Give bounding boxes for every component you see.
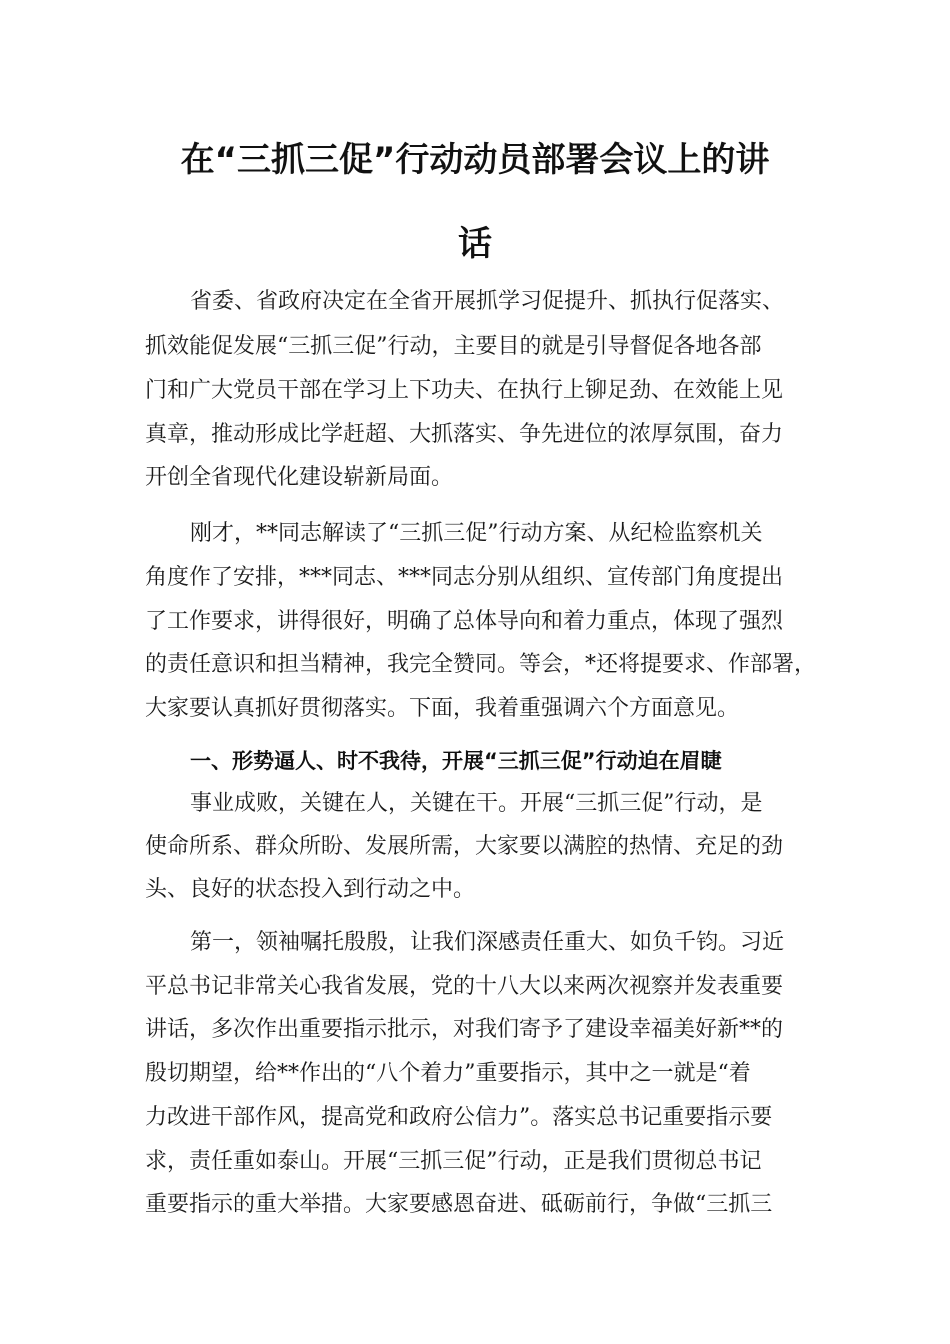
- paragraph-line: 门和广大党员干部在学习上下功夫、在执行上铆足劲、在效能上见: [145, 378, 784, 403]
- paragraph-line: 重要指示的重大举措。大家要感恩奋进、砥砺前行，争做“三抓三: [145, 1192, 773, 1217]
- section-heading: 一、形势逼人、时不我待，开展“三抓三促”行动迫在眉睫: [190, 749, 722, 773]
- paragraph-line: 平总书记非常关心我省发展，党的十八大以来两次视察并发表重要: [145, 974, 784, 999]
- paragraph-line: 讲话，多次作出重要指示批示，对我们寄予了建设幸福美好新**的: [145, 1017, 784, 1042]
- paragraph-line: 殷切期望，给**作出的“八个着力”重要指示，其中之一就是“着: [145, 1061, 751, 1086]
- paragraph-line: 事业成败，关键在人，关键在干。开展“三抓三促”行动，是: [190, 791, 763, 816]
- paragraph-line: 省委、省政府决定在全省开展抓学习促提升、抓执行促落实、: [190, 289, 785, 314]
- paragraph-line: 刚才，**同志解读了“三抓三促”行动方案、从纪检监察机关: [190, 521, 763, 546]
- paragraph-line: 大家要认真抓好贯彻落实。下面，我着重强调六个方面意见。: [145, 696, 740, 721]
- paragraph-line: 开创全省现代化建设崭新局面。: [145, 465, 454, 490]
- paragraph-line: 的责任意识和担当精神，我完全赞同。等会，*还将提要求、作部署，: [145, 652, 817, 677]
- document-title-line-2: 话: [458, 224, 492, 264]
- paragraph-line: 了工作要求，讲得很好，明确了总体导向和着力重点，体现了强烈: [145, 609, 784, 634]
- paragraph-line: 力改进干部作风，提高党和政府公信力”。落实总书记重要指示要: [145, 1105, 773, 1130]
- document-title-line-1: 在“三抓三促”行动动员部署会议上的讲: [180, 140, 770, 180]
- paragraph-line: 使命所系、群众所盼、发展所需，大家要以满腔的热情、充足的劲: [145, 834, 784, 859]
- paragraph-line: 真章，推动形成比学赶超、大抓落实、争先进位的浓厚氛围，奋力: [145, 422, 784, 447]
- paragraph-line: 第一，领袖嘱托殷殷，让我们深感责任重大、如负千钧。习近: [190, 930, 785, 955]
- paragraph-line: 抓效能促发展“三抓三促”行动，主要目的就是引导督促各地各部: [145, 334, 762, 359]
- paragraph-line: 头、良好的状态投入到行动之中。: [145, 877, 476, 902]
- paragraph-line: 求，责任重如泰山。开展“三抓三促”行动，正是我们贯彻总书记: [145, 1149, 762, 1174]
- paragraph-line: 角度作了安排，***同志、***同志分别从组织、宣传部门角度提出: [145, 565, 784, 590]
